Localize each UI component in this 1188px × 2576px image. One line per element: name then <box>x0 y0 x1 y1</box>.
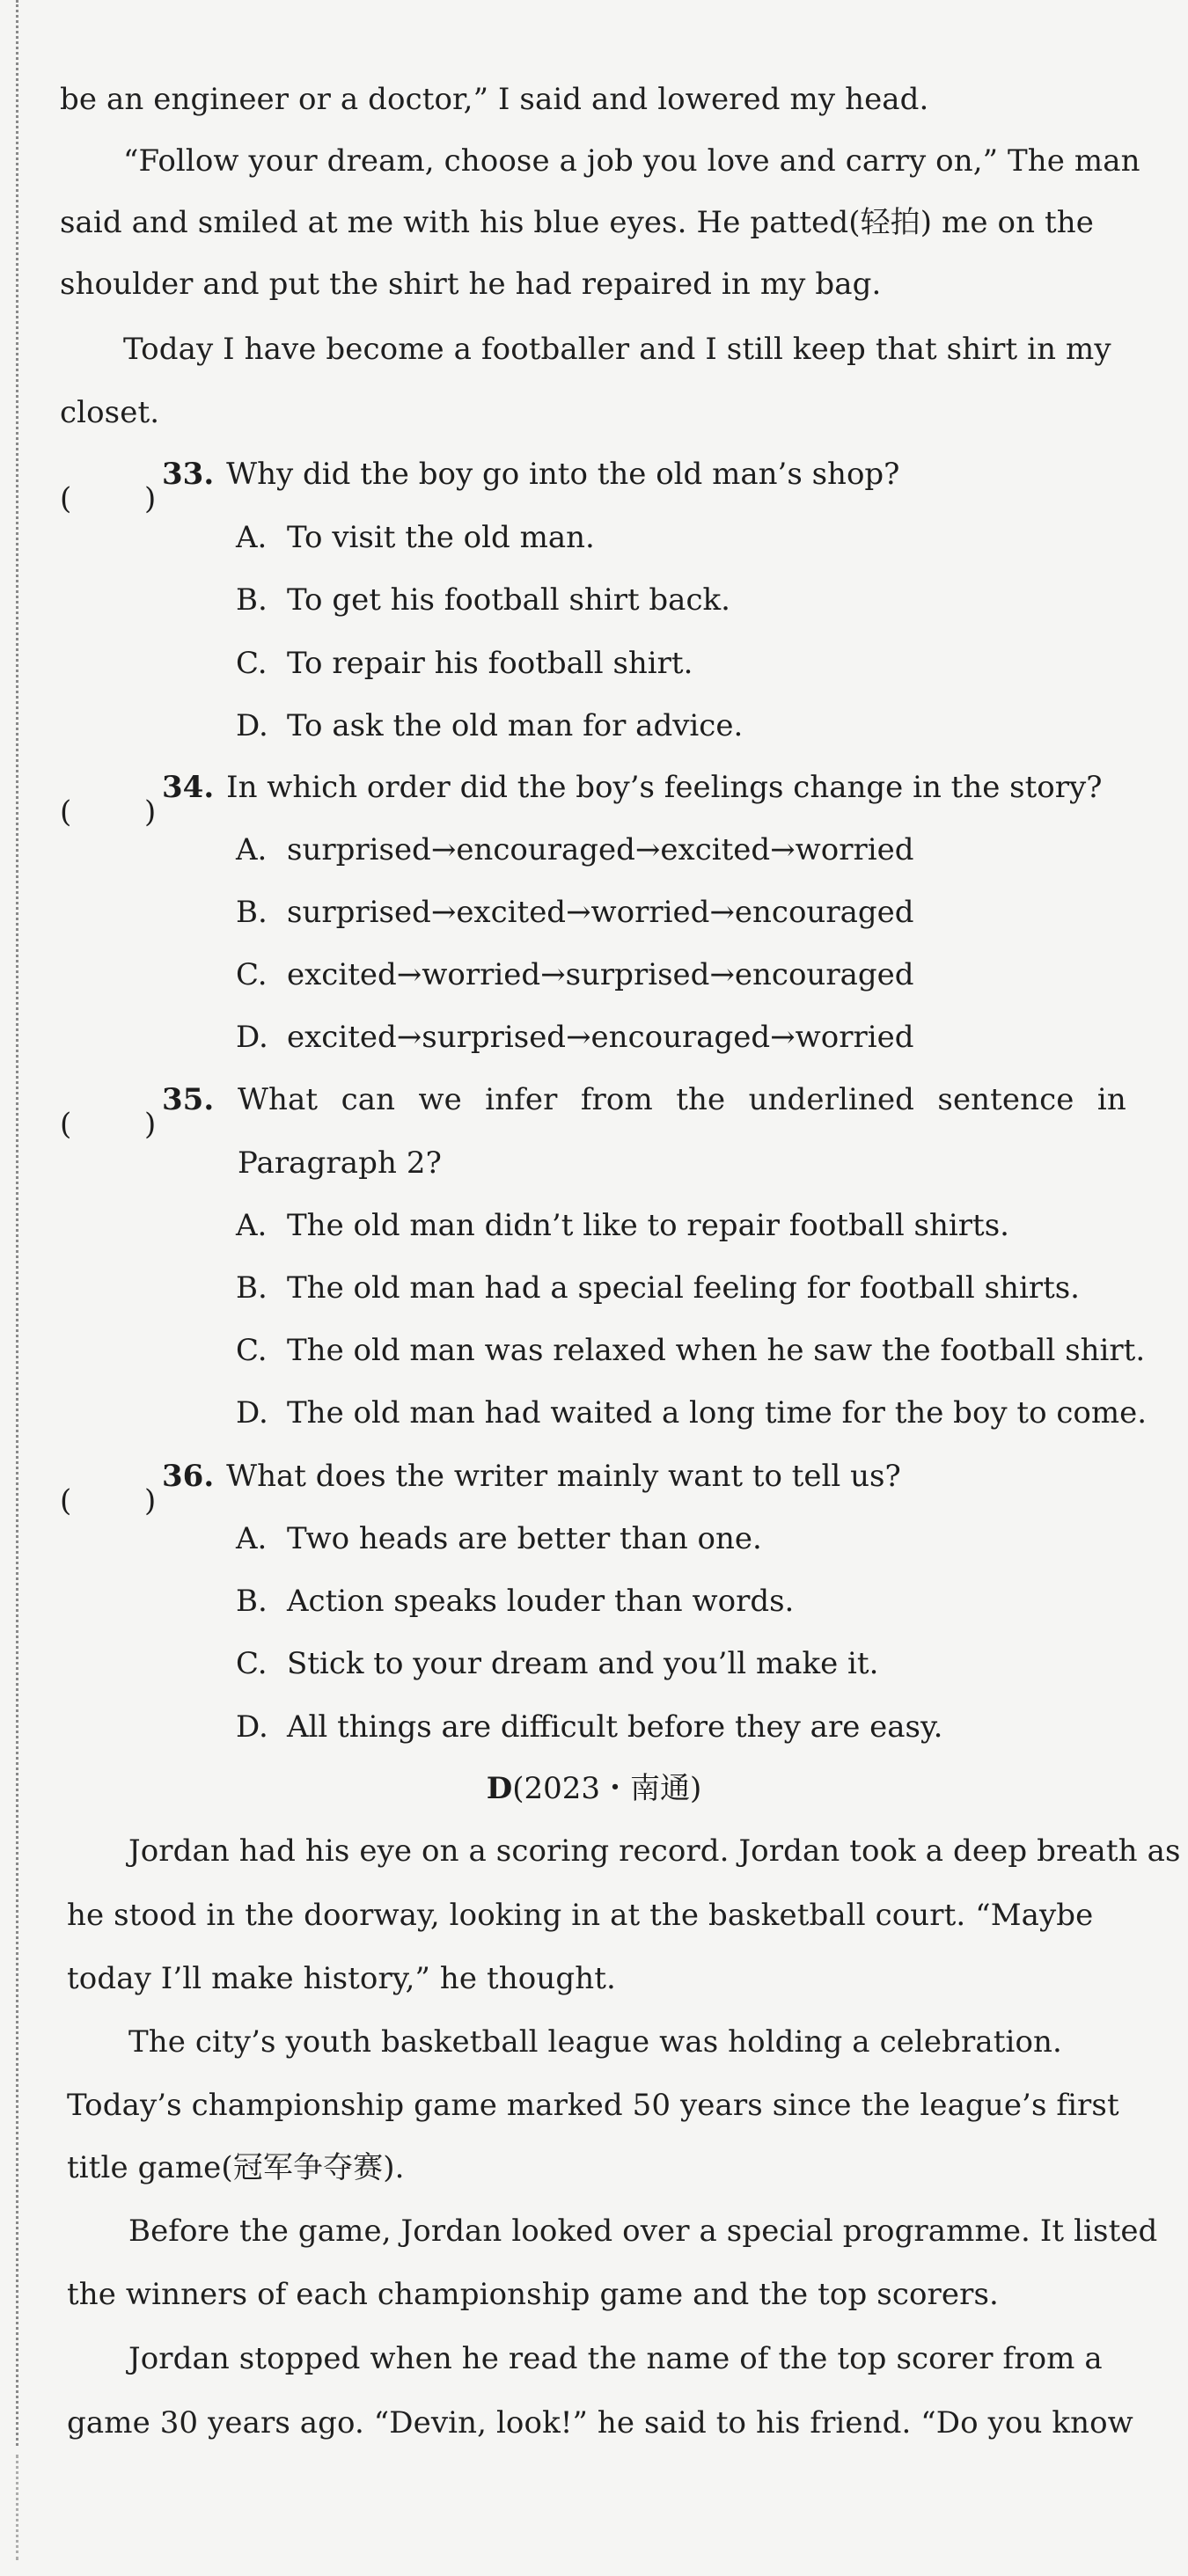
binding-dotted-line-bottom <box>16 2455 18 2560</box>
binding-dotted-line <box>16 0 18 2446</box>
option-33-c: C. To repair his football shirt. <box>236 646 693 681</box>
question-35: ( ) 35. <box>60 1082 215 1142</box>
question-number: 35. <box>162 1082 215 1117</box>
passage-line: be an engineer or a doctor,” I said and lowered my head. <box>60 82 929 117</box>
option-34-c: C. excited→worried→surprised→encouraged <box>236 957 914 992</box>
passage-line: “Follow your dream, choose a job you love and carry on,” The man <box>123 143 1140 179</box>
option-36-c: C. Stick to your dream and you’ll make it. <box>236 1646 879 1681</box>
passage-line: closet. <box>60 395 160 430</box>
passage-line: he stood in the doorway, looking in at the basketball court. “Maybe <box>67 1898 1094 1933</box>
question-35-text-line-2: Paragraph 2? <box>238 1145 442 1181</box>
option-35-b: B. The old man had a special feeling for football shirts. <box>236 1270 1080 1306</box>
question-number: 36. <box>162 1459 215 1494</box>
option-33-b: B. To get his football shirt back. <box>236 582 730 618</box>
question-text: Why did the boy go into the old man’s shop? <box>226 457 900 492</box>
option-33-a: A. To visit the old man. <box>236 520 595 555</box>
option-33-d: D. To ask the old man for advice. <box>236 708 744 743</box>
passage-line: Before the game, Jordan looked over a special programme. It listed <box>128 2214 1158 2249</box>
passage-line: Today’s championship game marked 50 years since the league’s first <box>67 2088 1119 2123</box>
passage-line: said and smiled at me with his blue eyes. He patted(轻拍) me on the <box>60 205 1094 240</box>
passage-line: Jordan stopped when he read the name of the top scorer from a <box>128 2341 1103 2376</box>
option-34-a: A. surprised→encouraged→excited→worried <box>236 832 914 867</box>
option-36-d: D. All things are difficult before they are easy. <box>236 1709 943 1745</box>
option-34-b: B. surprised→excited→worried→encouraged <box>236 895 914 930</box>
passage-line: The city’s youth basketball league was holding a celebration. <box>128 2024 1062 2060</box>
passage-line: today I’ll make history,” he thought. <box>67 1961 616 1996</box>
passage-line: Today I have become a footballer and I still keep that shirt in my <box>123 332 1111 367</box>
passage-line: Jordan had his eye on a scoring record. Jordan took a deep breath as <box>128 1833 1181 1869</box>
option-36-a: A. Two heads are better than one. <box>236 1521 762 1556</box>
question-36: ( ) 36. What does the writer mainly want to tell us? <box>60 1459 901 1519</box>
option-35-c: C. The old man was relaxed when he saw the football shirt. <box>236 1333 1146 1368</box>
passage-line: the winners of each championship game and the top scorers. <box>67 2277 999 2312</box>
question-34: ( ) 34. In which order did the boy’s feelings change in the story? <box>60 770 1103 830</box>
option-34-d: D. excited→surprised→encouraged→worried <box>236 1020 914 1055</box>
question-35-text-line-1: What can we infer from the underlined sentence in <box>238 1082 1126 1117</box>
question-text: What does the writer mainly want to tell us? <box>226 1459 901 1494</box>
question-number: 33. <box>162 457 215 492</box>
passage-line: shoulder and put the shirt he had repaired in my bag. <box>60 267 882 302</box>
passage-line: game 30 years ago. “Devin, look!” he said to his friend. “Do you know <box>67 2405 1133 2441</box>
option-35-d: D. The old man had waited a long time for the boy to come. <box>236 1395 1148 1431</box>
question-33: ( ) 33. Why did the boy go into the old man’s shop? <box>60 457 900 516</box>
question-text: In which order did the boy’s feelings change in the story? <box>226 770 1103 805</box>
question-number: 34. <box>162 770 215 805</box>
section-heading: D(2023・南通) <box>486 1771 702 1806</box>
passage-line: title game(冠军争夺赛). <box>67 2150 405 2185</box>
option-36-b: B. Action speaks louder than words. <box>236 1584 795 1619</box>
option-35-a: A. The old man didn’t like to repair football shirts. <box>236 1208 1009 1243</box>
